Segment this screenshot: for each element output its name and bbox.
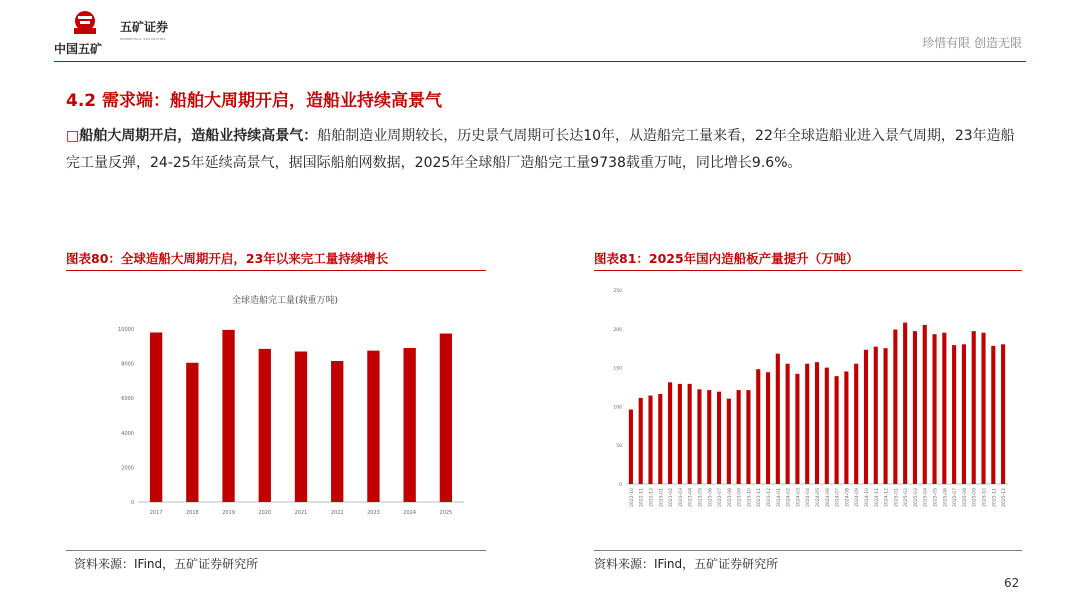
figure-80-top-rule [66, 270, 486, 271]
fig80-y-tick-label-3: 6000 [121, 396, 134, 403]
bullet-marker: □ [66, 128, 80, 144]
figure-80-source: 资料来源：IFind，五矿证券研究所 [74, 557, 259, 571]
fig81-x-tick-label-16: 2024-02 [786, 488, 792, 507]
fig81-bar-10 [727, 399, 731, 484]
fig81-bar-3 [658, 394, 662, 484]
fig81-x-tick-label-15: 2024-01 [776, 488, 782, 507]
fig81-x-tick-label-20: 2024-06 [825, 488, 831, 507]
fig80-bar-5 [331, 361, 343, 502]
fig81-y-tick-label-3: 150 [613, 366, 622, 372]
fig80-x-tick-label-6: 2023 [367, 510, 380, 516]
fig81-x-tick-label-22: 2024-08 [845, 488, 851, 507]
fig81-bar-15 [776, 354, 780, 484]
fig81-bar-34 [962, 344, 966, 484]
minmetals-emblem-icon [68, 10, 102, 36]
fig80-y-tick-label-5: 10000 [118, 327, 134, 333]
fig80-bar-3 [259, 349, 271, 502]
fig80-chart-title: 全球造船完工量(载重万吨) [231, 296, 339, 306]
fig81-bar-21 [835, 376, 839, 484]
fig81-bar-33 [952, 345, 956, 484]
fig80-x-tick-label-3: 2020 [258, 510, 272, 516]
fig81-bar-9 [717, 392, 721, 484]
fig80-y-tick-label-4: 8000 [121, 361, 134, 368]
fig81-bar-25 [874, 347, 878, 484]
fig80-x-tick-label-1: 2018 [185, 510, 199, 516]
fig81-bar-29 [913, 331, 917, 484]
fig81-x-tick-label-10: 2023-08 [727, 488, 733, 507]
securities-logo [120, 18, 168, 41]
fig80-bar-6 [367, 351, 379, 502]
fig81-x-tick-label-11: 2023-09 [737, 488, 743, 507]
fig81-bar-12 [746, 390, 750, 484]
paragraph-text: 船舶制造业周期较长，历史景气周期可长达10年，从造船完工量来看，22年全球造船业进入景气周期，23年造船完工量反弹，24-25年延续高景气，据国际船舶网数据，2025年全球船厂造船完工量9738载重万吨，同比增长9.6%。 [66, 128, 1015, 171]
fig81-y-tick-label-5: 250 [613, 289, 622, 294]
fig81-x-tick-label-24: 2024-10 [864, 488, 870, 507]
fig81-bar-35 [972, 331, 976, 484]
fig80-x-tick-label-7: 2024 [403, 510, 417, 516]
fig81-bar-2 [648, 396, 652, 484]
fig81-x-tick-label-36: 2025-10 [982, 488, 988, 507]
company-logo [54, 10, 124, 56]
fig81-bar-32 [942, 333, 946, 484]
fig81-bar-11 [737, 390, 741, 484]
fig81-x-tick-label-17: 2024-03 [796, 488, 802, 507]
fig80-bar-0 [150, 332, 162, 502]
fig80-bar-1 [186, 363, 198, 502]
fig81-x-tick-label-9: 2023-07 [718, 488, 724, 507]
fig81-x-tick-label-37: 2025-11 [992, 488, 998, 507]
fig81-bar-27 [893, 330, 897, 484]
fig81-bar-1 [639, 398, 643, 484]
fig81-x-tick-label-21: 2024-07 [835, 488, 841, 507]
fig81-x-tick-label-32: 2025-06 [943, 488, 949, 507]
fig81-x-tick-label-3: 2023-01 [659, 488, 665, 507]
figure-80-bottom-rule [66, 550, 486, 551]
fig80-x-tick-label-5: 2022 [330, 510, 344, 516]
fig81-bar-37 [991, 346, 995, 484]
fig81-bar-28 [903, 323, 907, 484]
fig81-y-tick-label-0: 0 [619, 483, 622, 488]
figure-81-bottom-rule [594, 550, 1022, 551]
fig81-bar-5 [678, 384, 682, 484]
fig81-bar-6 [688, 384, 692, 484]
fig81-x-tick-label-4: 2023-02 [669, 488, 675, 507]
fig81-x-tick-label-13: 2023-11 [757, 488, 763, 507]
fig81-x-tick-label-27: 2025-01 [894, 488, 900, 507]
fig80-x-tick-label-4: 2021 [294, 510, 308, 516]
securities-name-en: MINMETALS SECURITIES [120, 37, 166, 41]
fig81-bar-36 [981, 333, 985, 484]
fig81-x-tick-label-29: 2025-03 [913, 488, 919, 507]
fig81-x-tick-label-7: 2023-05 [698, 488, 704, 507]
fig80-y-tick-label-1: 2000 [121, 465, 134, 472]
fig81-x-tick-label-34: 2025-08 [962, 488, 968, 507]
fig81-bar-4 [668, 382, 672, 484]
fig80-bar-2 [222, 330, 234, 502]
fig81-x-tick-label-0: 2022-10 [629, 488, 635, 507]
fig81-bar-7 [697, 389, 701, 484]
figure-81-source: 资料来源：IFind，五矿证券研究所 [594, 557, 779, 571]
fig81-x-tick-label-8: 2023-06 [708, 488, 714, 507]
figure-80-chart [66, 272, 486, 542]
fig80-bar-8 [440, 334, 452, 502]
fig80-x-tick-label-8: 2025 [439, 510, 453, 516]
fig81-bar-31 [932, 334, 936, 484]
fig80-x-tick-label-2: 2019 [222, 510, 235, 516]
fig81-y-tick-label-4: 200 [613, 327, 622, 333]
figure-80-title: 图表80：全球造船大周期开启，23年以来完工量持续增长 [66, 251, 389, 266]
fig81-bar-23 [854, 364, 858, 484]
fig81-bar-13 [756, 369, 760, 484]
fig81-y-tick-label-2: 100 [613, 405, 622, 411]
fig81-bar-18 [805, 364, 809, 484]
company-name: 中国五矿 [54, 42, 103, 56]
fig81-bar-14 [766, 372, 770, 484]
securities-name: 五矿证券 [120, 20, 169, 34]
figure-81-chart [594, 272, 1022, 542]
fig81-x-tick-label-23: 2024-09 [855, 488, 861, 507]
body-paragraph [66, 123, 1028, 177]
fig81-x-tick-label-12: 2023-10 [747, 488, 753, 507]
section-title: 4.2 需求端：船舶大周期开启，造船业持续高景气 [66, 91, 443, 111]
fig81-x-tick-label-14: 2023-12 [767, 488, 773, 507]
fig81-x-tick-label-2: 2022-12 [649, 488, 655, 507]
fig81-bar-16 [786, 364, 790, 484]
page-number: 62 [1004, 576, 1020, 590]
fig81-bar-24 [864, 350, 868, 484]
fig80-y-tick-label-0: 0 [130, 500, 134, 506]
fig80-bar-4 [295, 351, 307, 502]
fig81-x-tick-label-19: 2024-05 [816, 488, 821, 507]
fig81-bar-17 [795, 374, 799, 484]
fig81-x-tick-label-35: 2025-09 [972, 488, 978, 507]
fig81-x-tick-label-18: 2024-04 [806, 488, 812, 507]
fig81-x-tick-label-38: 2025-12 [1002, 488, 1008, 507]
header-divider [54, 61, 1026, 62]
fig81-bar-38 [1001, 344, 1005, 484]
fig81-bar-20 [825, 368, 829, 484]
fig81-x-tick-label-25: 2024-11 [874, 488, 880, 507]
fig81-x-tick-label-30: 2025-04 [923, 488, 929, 507]
fig81-bar-0 [629, 410, 633, 484]
slogan: 珍惜有限 创造无限 [922, 36, 1022, 50]
fig81-x-tick-label-1: 2022-11 [639, 488, 645, 507]
fig81-bar-22 [844, 371, 848, 484]
fig80-x-tick-label-0: 2017 [149, 510, 163, 516]
fig81-bar-30 [923, 325, 927, 484]
fig81-x-tick-label-31: 2025-05 [933, 488, 939, 507]
paragraph-lead: 船舶大周期开启，造船业持续高景气： [79, 128, 318, 144]
fig81-bar-8 [707, 390, 711, 484]
fig81-x-tick-label-33: 2025-07 [953, 488, 959, 507]
fig81-x-tick-label-28: 2025-02 [904, 488, 910, 507]
figure-81-top-rule [594, 270, 1022, 271]
fig81-y-tick-label-1: 50 [616, 444, 622, 450]
fig80-bar-7 [404, 348, 416, 502]
fig81-x-tick-label-5: 2023-03 [678, 488, 684, 507]
figure-81-title: 图表81：2025年国内造船板产量提升（万吨） [594, 251, 859, 266]
fig81-bar-26 [884, 348, 888, 484]
fig80-y-tick-label-2: 4000 [121, 430, 134, 437]
fig81-x-tick-label-26: 2024-12 [884, 488, 890, 507]
fig81-x-tick-label-6: 2023-04 [688, 488, 694, 507]
fig81-bar-19 [815, 362, 819, 484]
